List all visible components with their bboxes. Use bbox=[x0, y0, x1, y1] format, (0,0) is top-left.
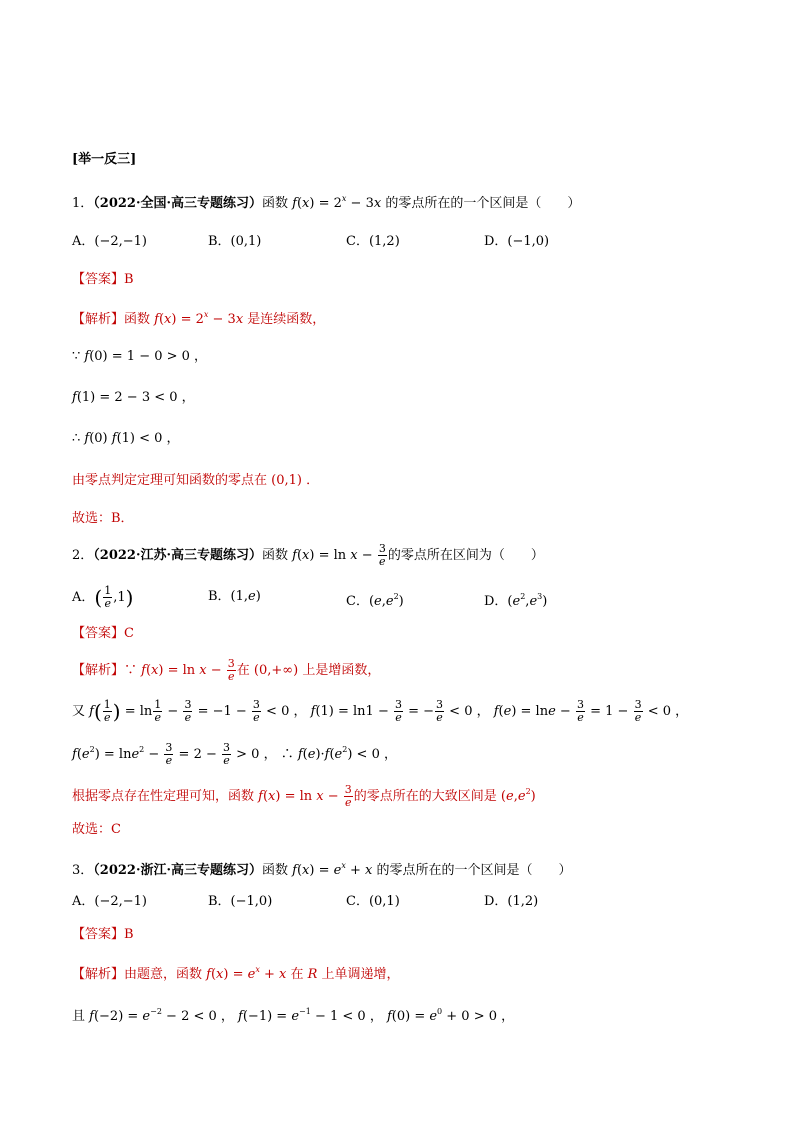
q1-option-b: B．(0,1) bbox=[208, 234, 262, 249]
q1-analysis-2: ∵ f(0) = 1 − 0 > 0 ， bbox=[72, 349, 208, 364]
q1-analysis-3: f(1) = 2 − 3 < 0 ， bbox=[72, 390, 195, 405]
q2-option-a: A．( $\frac{1}{e}$ ,1) bbox=[72, 584, 134, 610]
q3-option-a: A．(−2,−1) bbox=[72, 894, 147, 909]
section-title: [举一反三] bbox=[72, 152, 137, 167]
q2-analysis-4: 根据零点存在性定理可知，函数 f(x) = ln x − $\frac{3}{e}$ 的零点所在的大致区间是 $(e,e^2)$ bbox=[72, 783, 536, 809]
q1-analysis-1: 【解析】函数 $f(x) = 2^x - 3x$ 是连续函数， bbox=[72, 310, 326, 327]
q2-option-d: D．$(e^2,e^3)$ bbox=[484, 592, 548, 609]
q3-analysis-2: 且 $f(-2) = e^{-2} - 2 < 0$ ， $f(-1) = e^{-1} - 1 < 0$ ， $f(0) = e^0 + 0 > 0$ ， bbox=[72, 1007, 515, 1024]
q1-option-a: A．(−2,−1) bbox=[72, 234, 147, 249]
q3-analysis-1: 【解析】由题意，函数 $f(x) = e^x + x$ 在 R 上单调递增， bbox=[72, 965, 400, 982]
question-3-stem: 3．（2022·浙江·高三专题练习）函数 $f(x) = e^x + x$ 的零点所在的一个区间是（ ） bbox=[72, 861, 572, 878]
q1-analysis-6: 故选：B． bbox=[72, 511, 134, 526]
question-1-stem: 1．（2022·全国·高三专题练习）函数 $f(x) = 2^x - 3x$ 的零点所在的一个区间是（ ） bbox=[72, 194, 581, 211]
q2-analysis-1: 【解析】∵ f(x) = ln x − $\frac{3}{e}$ 在 (0,+∞) 上是增函数， bbox=[72, 657, 381, 683]
q3-option-b: B．(−1,0) bbox=[208, 894, 273, 909]
q1-option-c: C．(1,2) bbox=[346, 234, 400, 249]
q3-option-c: C．(0,1) bbox=[346, 894, 400, 909]
q1-analysis-5: 由零点判定定理可知函数的零点在 (0,1) ． bbox=[72, 473, 320, 488]
q2-analysis-2: 又 f( $\frac{1}{e}$ ) = ln $\frac{1}{e}$ − $\frac{3}{e}$ = −1 − $\frac{3}{e}$ < 0 ， f(1) = ln1 − $\frac{3}{e}$ = − $\frac{3}{e}$ < 0 ， f(e) = lne − $\frac{3}{e}$ = 1 − $\frac{3}{e}$ < 0 ， bbox=[72, 698, 689, 724]
q3-answer: 【答案】B bbox=[72, 927, 134, 942]
q1-option-d: D．(−1,0) bbox=[484, 234, 550, 249]
q2-analysis-5: 故选：C bbox=[72, 822, 121, 837]
q2-option-b: B．(1,e) bbox=[208, 589, 261, 604]
q1-analysis-4: ∴ f(0) f(1) < 0 ， bbox=[72, 431, 180, 446]
q2-option-c: C．$(e,e^2)$ bbox=[346, 592, 404, 609]
q2-analysis-3: $f(e^2) = \ln e^2$ − $\frac{3}{e}$ = 2 − $\frac{3}{e}$ > 0 ， ∴ $f(e)\cdot f(e^2) < 0$ ， bbox=[72, 741, 397, 767]
q2-answer: 【答案】C bbox=[72, 626, 134, 641]
q1-answer: 【答案】B bbox=[72, 272, 134, 287]
q3-option-d: D．(1,2) bbox=[484, 894, 539, 909]
question-2-stem: 2．（2022·江苏·高三专题练习）函数 f(x) = ln x − $\frac{3}{e}$ 的零点所在区间为（ ） bbox=[72, 542, 544, 568]
